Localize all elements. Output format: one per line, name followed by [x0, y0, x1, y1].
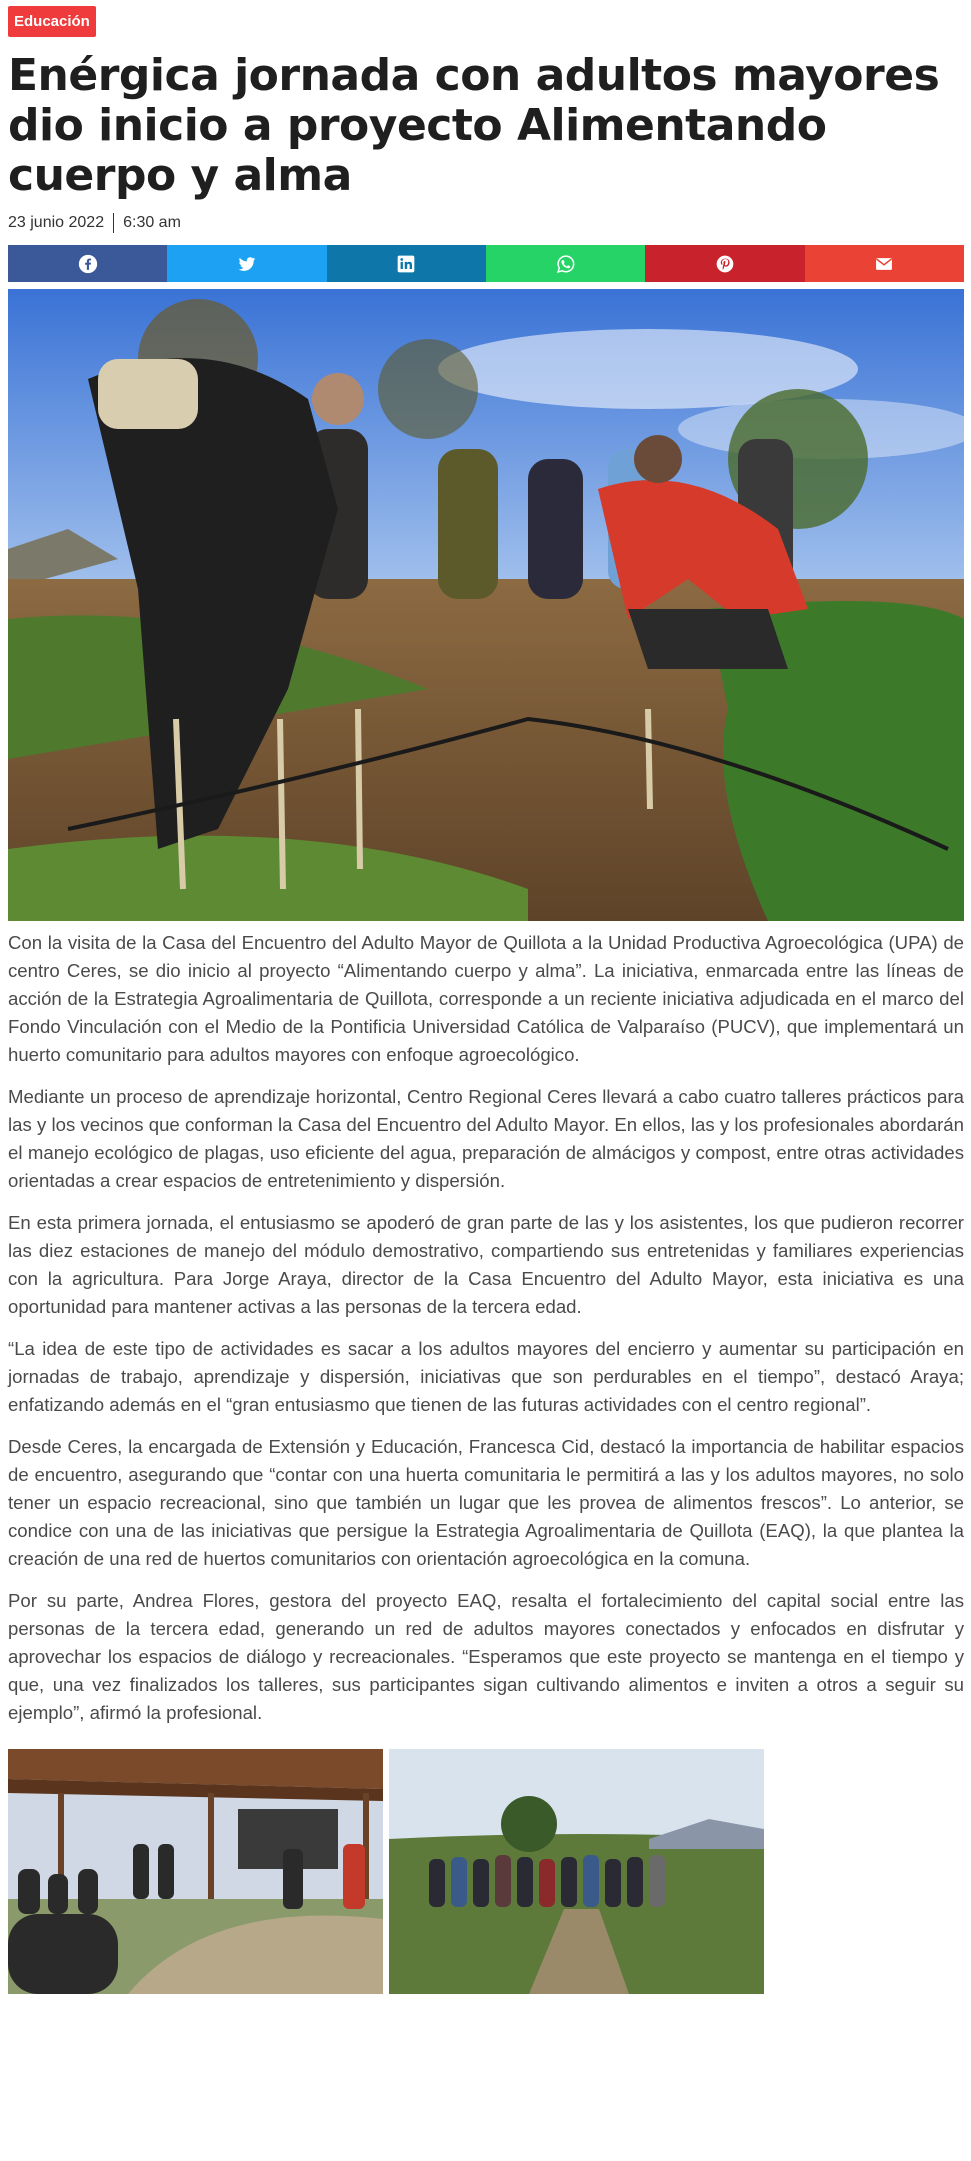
article-time: 6:30 am [123, 214, 181, 231]
share-whatsapp-button[interactable] [486, 245, 645, 282]
article-paragraph-1: Con la visita de la Casa del Encuentro del Adulto Mayor de Quillota a la Unidad Productiva Agroecológica (UPA) de centro Ceres, se dio inicio al proyecto “Alimentando cuerpo y alma”. La iniciativa, enmarcada entre las líneas de acción de la Estrategia Agroalimentaria de Quillota, corresponde a un reciente iniciativa adjudicada en el marco del Fondo Vinculación con el Medio de la Pontificia Universidad Católica de Valparaíso (PUCV), que implementará un huerto comunitario para adultos mayores con enfoque agroecológico. [8, 932, 964, 1065]
article-title: Enérgica jornada con adultos mayores dio inicio a proyecto Alimentando cuerpo y alma [8, 50, 940, 201]
article-paragraph-5: Desde Ceres, la encargada de Extensión y Educación, Francesca Cid, destacó la importancia de habilitar espacios de encuentro, asegurando que “contar con una huerta comunitaria le permitirá a las y los adultos mayores, no solo tener un espacio recreacional, sino que también un lugar que les provea de alimentos frescos”. Lo anterior, se condice con una de las iniciativas que persigue la Estrategia Agroalimentaria de Quillota (EAQ), la que plantea la creación de una red de huertos comunitarios con orientación agroecológica en la comuna. [8, 1436, 964, 1569]
article-date: 23 junio 2022 [8, 214, 105, 231]
gallery-photo-1[interactable] [8, 1749, 383, 1994]
meta-divider [113, 213, 114, 233]
gallery-photo-2-illustration [389, 1749, 764, 1994]
email-icon [874, 254, 894, 274]
category-badge[interactable]: Educación [8, 6, 96, 37]
share-email-button[interactable] [805, 245, 964, 282]
share-bar [8, 245, 964, 282]
share-facebook-button[interactable] [8, 245, 167, 282]
whatsapp-icon [556, 254, 576, 274]
gallery-photo-1-illustration [8, 1749, 383, 1994]
article-meta [8, 213, 964, 233]
hero-photo [8, 289, 964, 921]
share-twitter-button[interactable] [167, 245, 326, 282]
gallery-photo-2[interactable] [389, 1749, 764, 1994]
facebook-icon [78, 254, 98, 274]
article-paragraph-4: “La idea de este tipo de actividades es sacar a los adultos mayores del encierro y aumentar su participación en jornadas de trabajo, aprendizaje y dispersión, iniciativas que son perdurables en el tiempo”, destacó Araya; enfatizando además en el “gran entusiasmo que tienen de las futuras actividades con el centro regional”. [8, 1338, 964, 1415]
twitter-icon [237, 254, 257, 274]
hero-photo-illustration [8, 289, 964, 921]
share-pinterest-button[interactable] [645, 245, 804, 282]
article-paragraph-6: Por su parte, Andrea Flores, gestora del proyecto EAQ, resalta el fortalecimiento del capital social entre las personas de la tercera edad, generando un red de adultos mayores conectados y enfocados en disfrutar y aprovechar los espacios de diálogo y recreacionales. “Esperamos que este proyecto se mantenga en el tiempo y que, una vez finalizados los talleres, sus participantes sigan cultivando alimentos e inviten a otros a seguir su ejemplo”, afirmó la profesional. [8, 1590, 964, 1723]
article [8, 6, 964, 1994]
article-paragraph-3: En esta primera jornada, el entusiasmo se apoderó de gran parte de las y los asistentes, los que pudieron recorrer las diez estaciones de manejo del módulo demostrativo, compartiendo sus entretenidas y familiares experiencias con la agricultura. Para Jorge Araya, director de la Casa Encuentro del Adulto Mayor, esta iniciativa es una oportunidad para mantener activas a las personas de la tercera edad. [8, 1212, 964, 1317]
pinterest-icon [715, 254, 735, 274]
photo-gallery [8, 1749, 964, 1994]
share-linkedin-button[interactable] [327, 245, 486, 282]
article-paragraph-2: Mediante un proceso de aprendizaje horizontal, Centro Regional Ceres llevará a cabo cuatro talleres prácticos para las y los vecinos que conforman la Casa del Encuentro del Adulto Mayor. En ellos, las y los profesionales abordarán el manejo ecológico de plagas, uso eficiente del agua, preparación de almácigos y compost, entre otras actividades orientadas a crear espacios de entretenimiento y dispersión. [8, 1086, 964, 1191]
linkedin-icon [396, 254, 416, 274]
